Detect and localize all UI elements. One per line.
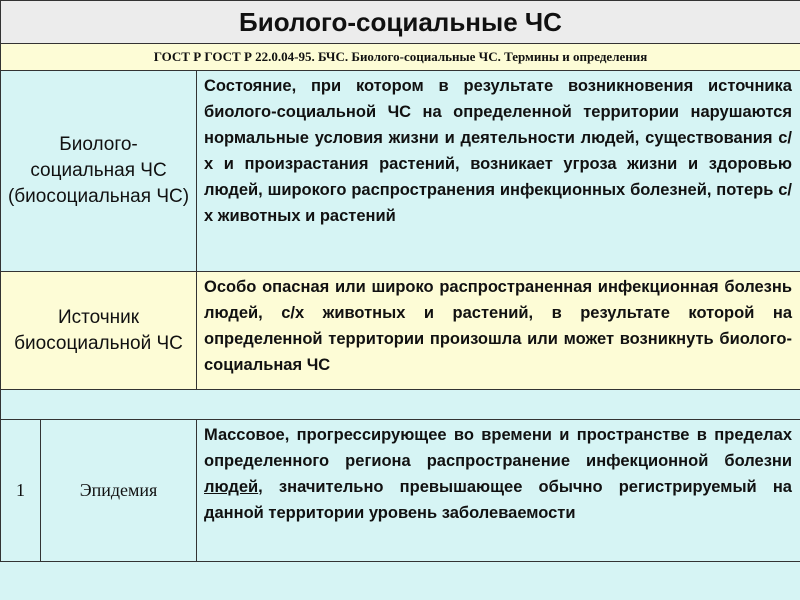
empty-cell	[1, 390, 800, 420]
term-cell: Источник биосоциальной ЧС	[1, 272, 197, 390]
definition-text: Массовое, прогрессирующее во времени и пространстве в пределах определенного региона распространение инфекционной болезни	[204, 426, 792, 470]
slide-title: Биолого-социальные ЧС	[1, 1, 800, 44]
term-cell: Биолого-социальная ЧС (биосоциальная ЧС)	[1, 71, 197, 272]
table-row	[1, 71, 800, 272]
definition-cell	[197, 420, 800, 562]
definition-cell: Состояние, при котором в результате возникновения источника биолого-социальной ЧС на определенной территории нарушаются нормальные условия жизни и деятельности людей, существования с/х и произрастания растений, возникает угроза жизни и здоровью людей, широкого распространения инфекционных болезней, потерь с/х животных и растений	[197, 71, 800, 272]
table-row	[1, 272, 800, 390]
table-row	[1, 420, 800, 562]
definition-cell: Особо опасная или широко распространенная инфекционная болезнь людей, с/х животных и растений, в результате которой на определенной территории произошла или может возникнуть биолого-социальная ЧС	[197, 272, 800, 390]
row-number: 1	[1, 420, 41, 562]
term-cell: Эпидемия	[41, 420, 197, 562]
gost-row	[1, 44, 800, 71]
title-row	[1, 1, 800, 44]
gost-reference: ГОСТ Р ГОСТ Р 22.0.04-95. БЧС. Биолого-социальные ЧС. Термины и определения	[1, 44, 800, 71]
definition-text: , значительно превышающее обычно регистрируемый на данной территории уровень заболеваемости	[204, 478, 792, 522]
definition-link[interactable]: людей	[204, 478, 259, 496]
spacer-row	[1, 390, 800, 420]
